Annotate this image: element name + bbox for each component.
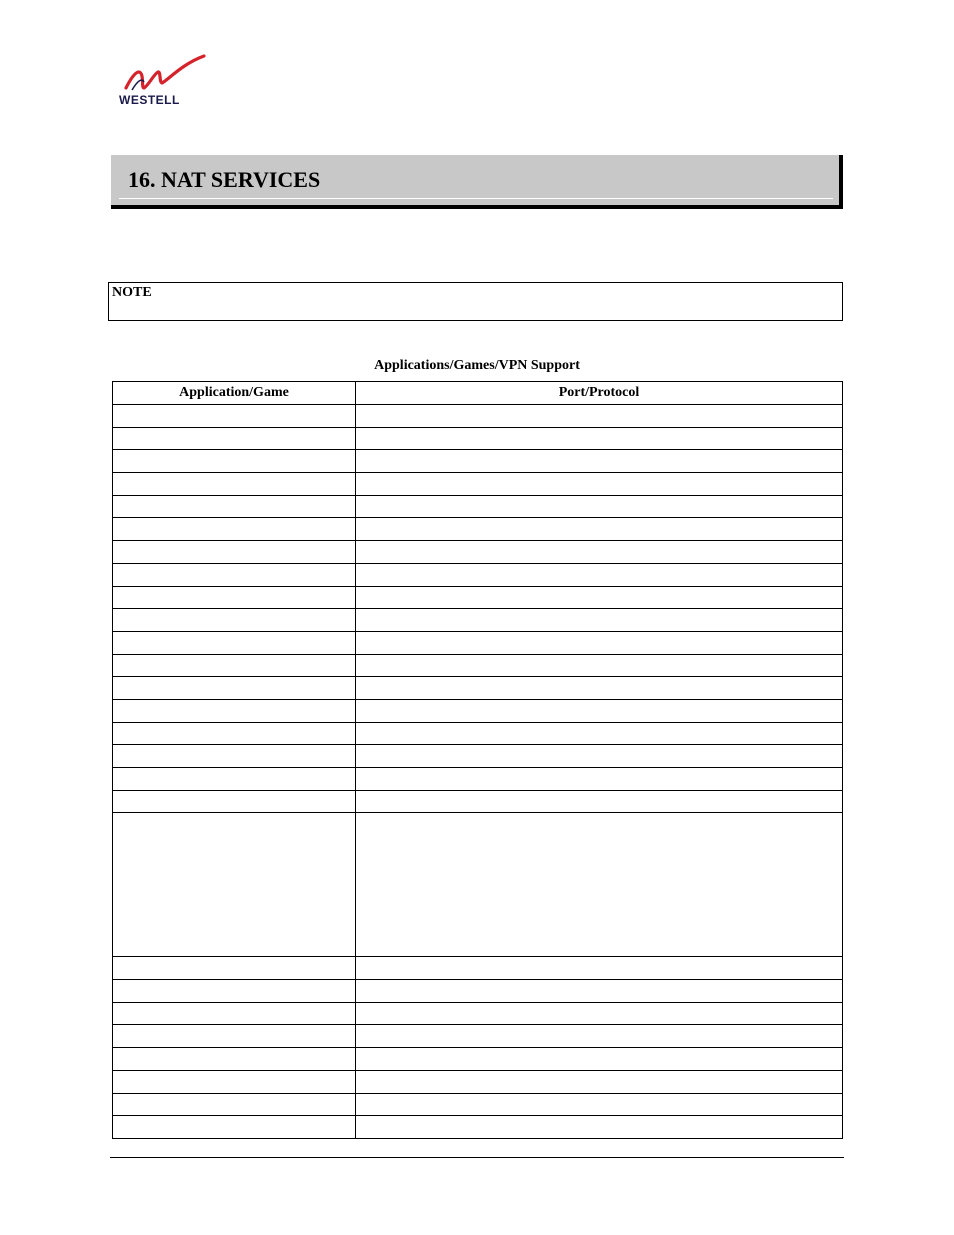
table-row — [113, 654, 843, 677]
table-row — [113, 495, 843, 518]
table-row — [113, 745, 843, 768]
support-table — [112, 381, 843, 1139]
table-row — [113, 677, 843, 700]
table-row — [113, 813, 843, 957]
table-row — [113, 1048, 843, 1071]
table-header-row — [113, 382, 843, 405]
table-row — [113, 768, 843, 791]
table-row — [113, 1070, 843, 1093]
table-caption: Applications/Games/VPN Support — [374, 358, 580, 373]
table-row — [113, 518, 843, 541]
brand-name: WESTELL — [119, 93, 180, 107]
table-row — [113, 1116, 843, 1139]
note-label: NOTE — [112, 285, 152, 300]
table-row — [113, 631, 843, 654]
table-row — [113, 586, 843, 609]
table-row — [113, 473, 843, 496]
footer-divider — [110, 1157, 844, 1158]
table-row — [113, 405, 843, 428]
table-row — [113, 957, 843, 980]
table-row — [113, 427, 843, 450]
table-row — [113, 699, 843, 722]
table-row — [113, 541, 843, 564]
table-row — [113, 980, 843, 1003]
table-row — [113, 450, 843, 473]
table-row — [113, 563, 843, 586]
table-row — [113, 790, 843, 813]
table-row — [113, 1025, 843, 1048]
section-title: 16. NAT SERVICES — [128, 167, 321, 192]
table-row — [113, 609, 843, 632]
table-row — [113, 722, 843, 745]
section-header — [111, 155, 843, 209]
column-header-application: Application/Game — [113, 382, 356, 405]
column-header-port-protocol: Port/Protocol — [356, 382, 843, 405]
note-box — [108, 282, 843, 321]
table-row — [113, 1093, 843, 1116]
table-row — [113, 1002, 843, 1025]
